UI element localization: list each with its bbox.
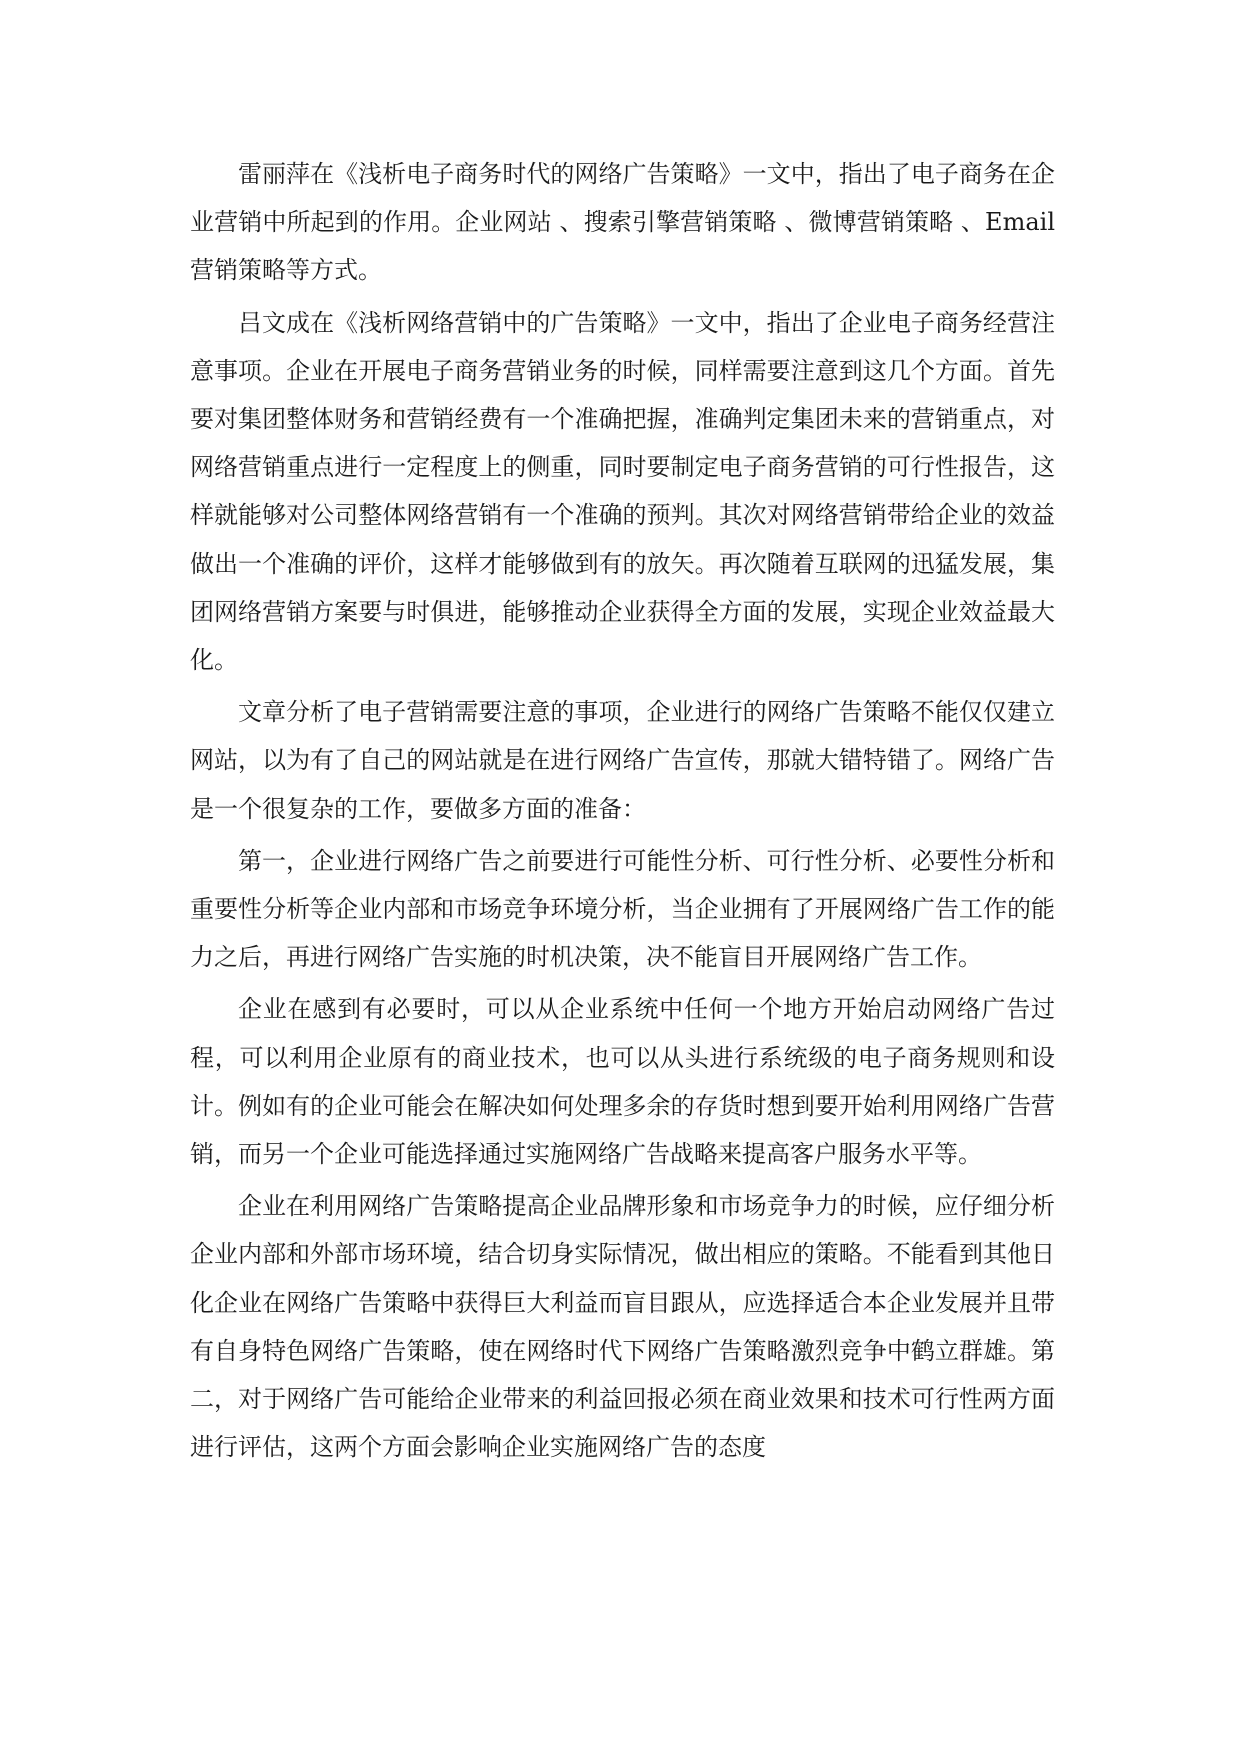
paragraph-3: 文章分析了电子营销需要注意的事项，企业进行的网络广告策略不能仅仅建立网站，以为有了自己的网站就是在进行网络广告宣传，那就大错特错了。网络广告是一个很复杂的工作，要做多方面的准备： [190,698,1055,823]
paragraph-2: 吕文成在《浅析网络营销中的广告策略》一文中，指出了企业电子商务经营注意事项。企业在开展电子商务营销业务的时候，同样需要注意到这几个方面。首先要对集团整体财务和营销经费有一个准确把握，准确判定集团未来的营销重点，对网络营销重点进行一定程度上的侧重，同时要制定电子商务营销的可行性报告，这样就能够对公司整体网络营销有一个准确的预判。其次对网络营销带给企业的效益做出一个准确的评价，这样才能够做到有的放矢。再次随着互联网的迅猛发展，集团网络营销方案要与时俱进，能够推动企业获得全方面的发展，实现企业效益最大化。 [190,308,1055,675]
paragraph-1: 雷丽萍在《浅析电子商务时代的网络广告策略》一文中，指出了电子商务在企业营销中所起到的作用。企业网站 、搜索引擎营销策略 、微博营销策略 、Email营销策略等方式。 [190,160,1055,285]
document-body [190,150,1055,1475]
paragraph-4: 第一，企业进行网络广告之前要进行可能性分析、可行性分析、必要性分析和重要性分析等企业内部和市场竞争环境分析，当企业拥有了开展网络广告工作的能力之后，再进行网络广告实施的时机决策，决不能盲目开展网络广告工作。 [190,846,1055,972]
paragraph-6: 企业在利用网络广告策略提高企业品牌形象和市场竞争力的时候，应仔细分析企业内部和外部市场环境，结合切身实际情况，做出相应的策略。不能看到其他日化企业在网络广告策略中获得巨大利益而盲目跟从，应选择适合本企业发展并且带有自身特色网络广告策略，使在网络时代下网络广告策略激烈竞争中鹤立群雄。第二，对于网络广告可能给企业带来的利益回报必须在商业效果和技术可行性两方面进行评估，这两个方面会影响企业实施网络广告的态度 [190,1192,1055,1462]
paragraph-5: 企业在感到有必要时，可以从企业系统中任何一个地方开始启动网络广告过程，可以利用企业原有的商业技术，也可以从头进行系统级的电子商务规则和设计。例如有的企业可能会在解决如何处理多余的存货时想到要开始利用网络广告营销，而另一个企业可能选择通过实施网络广告战略来提高客户服务水平等。 [190,995,1055,1169]
